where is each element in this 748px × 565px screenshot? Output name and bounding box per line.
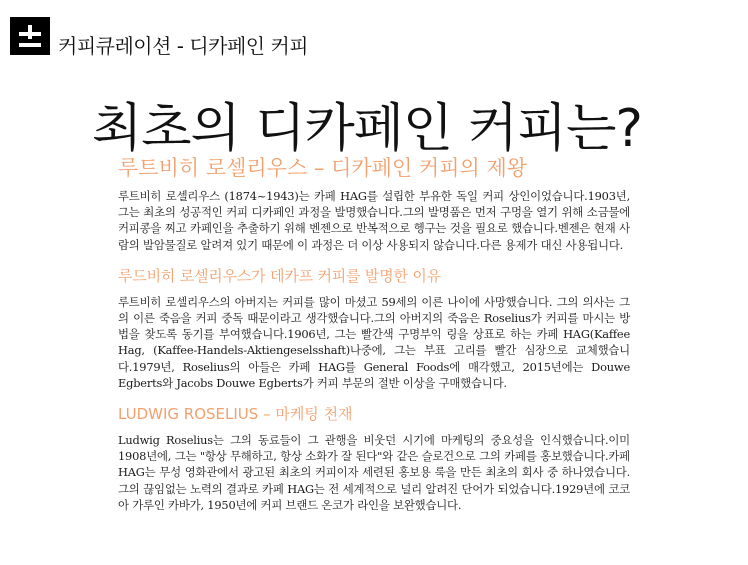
page-headline: 최초의 디카페인 커피는? — [92, 99, 642, 159]
article — [118, 152, 630, 513]
brand-title: 커피큐레이션 - 디카페인 커피 — [58, 34, 309, 58]
section-title-marketing: LUDWIG ROSELIUS – 마케팅 천재 — [118, 405, 353, 424]
section-body-reason: 루트비히 로셀리우스의 아버지는 커피를 많이 마셨고 59세의 이른 나이에 사망했습니다. 그의 의사는 그의 이른 죽음을 커피 중독 때문이라고 생각했습니다.그의 아버지의 죽음은 Roselius가 커피를 마시는 방법을 찾도록 동기를 부여했습니다.1906년, 그는 빨간색 구명부익 링을 상표로 하는 카페 HAG(Kaffee Hag, (Kaffee-Handels-Aktiengeselsshaft)나중에, 그는 부표 고리를 빨간 심장으로 교체했습니다.1979년, Roselius의 아들은 카페 HAG를 General Foods에 매각했고, 2015년에는 Douwe Egberts와 Jacobs Douwe Egberts가 커피 부문의 절반 이상을 구매했습니다. — [118, 294, 630, 390]
brand-logo — [10, 17, 50, 55]
section-body-roselius: 루트비히 로셀리우스 (1874~1943)는 카페 HAG를 설립한 부유한 독일 커피 상인이었습니다.1903년, 그는 최초의 성공적인 커피 디카페인 과정을 발명했습니다.그의 발명품은 먼저 구멍을 열기 위해 소금물에 커피콩을 찌고 카페인을 추출하기 위해 벤젠으로 반복적으로 헹구는 것을 필요로 했습니다.벤젠은 현재 사람의 발암물질로 알려져 있기 때문에 이 과정은 더 이상 사용되지 않습니다.다른 용제가 대신 사용됩니다. — [118, 189, 630, 252]
plus-line-icon — [16, 22, 44, 50]
section-title-reason: 루드비히 로셀리우스가 데카프 커피를 발명한 이유 — [118, 266, 441, 285]
section-body-marketing: Ludwig Roselius는 그의 동료들이 그 관행을 비웃던 시기에 마케팅의 중요성을 인식했습니다.이미 1908년에, 그는 "항상 무해하고, 항상 소화가 잘 된다"와 같은 슬로건으로 그의 카페를 홍보했습니다.카페 HAG는 무성 영화관에서 광고된 최초의 커피이자 세련된 홍보용 룩을 만든 최초의 회사 중 하나였습니다. 그의 끊임없는 노력의 결과로 카페 HAG는 전 세계적으로 널리 알려진 단어가 되었습니다.1929년에 코코아 가루인 카바가, 1950년에 커피 브랜드 온코가 라인을 보완했습니다. — [118, 433, 630, 512]
section-title-roselius: 루트비히 로셀리우스 – 디카페인 커피의 제왕 — [118, 156, 528, 180]
